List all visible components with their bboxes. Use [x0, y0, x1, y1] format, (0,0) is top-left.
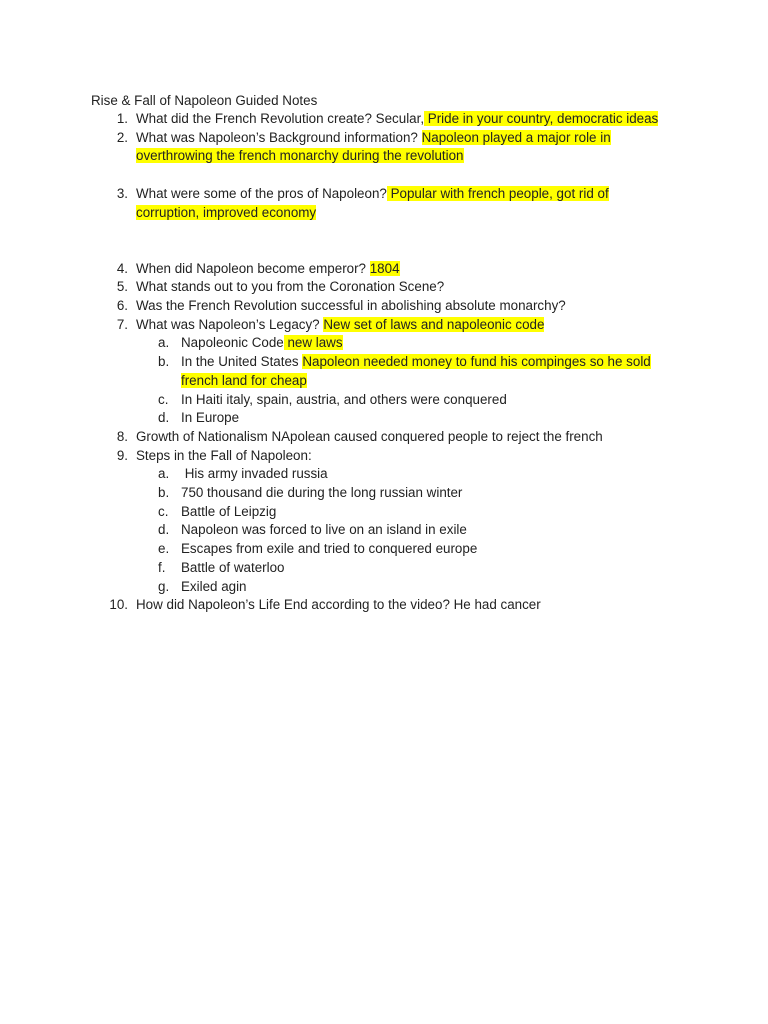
sub-item — [158, 559, 768, 578]
sub-item — [158, 540, 768, 559]
sub-item-text: Battle of waterloo — [181, 559, 285, 575]
item-number: 2. — [116, 129, 128, 145]
list-item — [0, 447, 768, 597]
item-number: 6. — [116, 298, 128, 313]
item-number: 5. — [116, 279, 128, 295]
item-number: 7. — [116, 316, 128, 332]
sub-item-marker: f. — [158, 559, 166, 575]
sub-item-marker: c. — [158, 391, 169, 407]
item-number: 3. — [116, 185, 128, 201]
list-item — [0, 316, 768, 428]
sub-item-text: Exiled agin — [181, 578, 247, 594]
list-item — [0, 129, 768, 166]
sub-item — [158, 521, 768, 540]
list-item — [0, 260, 768, 279]
item-number: 10. — [109, 597, 128, 613]
sub-item — [158, 334, 768, 353]
question-text: What were some of the pros of Napoleon? — [136, 185, 387, 201]
list-item — [0, 428, 768, 447]
question-text: Steps in the Fall of Napoleon: — [136, 447, 312, 463]
answer-highlight: Napoleon needed money to fund his compinges so he sold — [302, 354, 651, 370]
item-number: 9. — [116, 447, 128, 463]
sub-item — [158, 353, 768, 390]
sub-item-marker: e. — [158, 541, 170, 557]
sub-item-text: In the United States — [181, 354, 303, 370]
question-text: What was Napoleon’s Legacy? — [136, 316, 324, 332]
sub-item-text: His army invaded russia — [181, 466, 328, 482]
item-number: 4. — [116, 260, 128, 276]
item-number: 8. — [116, 428, 128, 444]
sub-item-text: In Europe — [181, 410, 240, 426]
sub-list — [136, 465, 768, 596]
list-item — [0, 110, 768, 129]
sub-item-text: 750 thousand die during the long russian winter — [181, 485, 463, 501]
sub-item-text: Battle of Leipzig — [181, 503, 277, 519]
answer-highlight: 1804 — [369, 260, 400, 276]
sub-item-marker: g. — [158, 578, 170, 594]
sub-item-marker: a. — [158, 335, 170, 351]
list-item — [0, 596, 768, 615]
question-text: When did Napoleon become emperor? — [136, 260, 370, 276]
sub-item-text: Escapes from exile and tried to conquered europe — [181, 541, 478, 557]
sub-item-marker: c. — [158, 503, 169, 519]
sub-item — [158, 578, 768, 597]
question-text: Was the French Revolution successful in abolishing absolute monarchy? — [136, 298, 566, 313]
sub-item-marker: d. — [158, 410, 170, 426]
sub-item — [158, 484, 768, 503]
answer-highlight: Pride in your country, democratic ideas — [424, 111, 659, 126]
list-item — [0, 278, 768, 297]
question-text: What stands out to you from the Coronation Scene? — [136, 279, 445, 295]
sub-item — [158, 503, 768, 522]
list-item — [0, 297, 768, 316]
sub-item-marker: d. — [158, 522, 170, 538]
answer-highlight: New set of laws and napoleonic code — [323, 316, 545, 332]
sub-list — [136, 334, 768, 428]
sub-item-marker: b. — [158, 354, 170, 370]
sub-item — [158, 465, 768, 484]
list-item — [0, 185, 768, 222]
sub-item-text: In Haiti italy, spain, austria, and others were conquered — [181, 391, 507, 407]
answer-highlight-continued: french land for cheap — [181, 372, 307, 388]
sub-item-text: Napoleon was forced to live on an island in exile — [181, 522, 467, 538]
question-text: What did the French Revolution create? Secular, — [136, 111, 425, 126]
sub-item-text: Napoleonic Code — [181, 335, 284, 351]
sub-item-marker: a. — [158, 466, 170, 482]
answer-highlight: Napoleon played a major role in — [421, 129, 611, 145]
question-text: What was Napoleon’s Background information? — [136, 129, 422, 145]
sub-item — [158, 409, 768, 428]
question-text: Growth of Nationalism NApolean caused conquered people to reject the french — [136, 428, 603, 444]
answer-highlight: Popular with french people, got rid of — [386, 185, 609, 201]
page-title: Rise & Fall of Napoleon Guided Notes — [91, 93, 318, 108]
answer-highlight-continued: overthrowing the french monarchy during the revolution — [136, 148, 464, 164]
sub-item-marker: b. — [158, 485, 170, 501]
sub-item — [158, 391, 768, 410]
item-number: 1. — [116, 111, 128, 126]
answer-highlight: new laws — [283, 335, 343, 351]
question-text: How did Napoleon’s Life End according to the video? He had cancer — [136, 597, 541, 613]
answer-highlight-continued: corruption, improved economy — [136, 204, 317, 220]
question-list — [0, 110, 768, 615]
